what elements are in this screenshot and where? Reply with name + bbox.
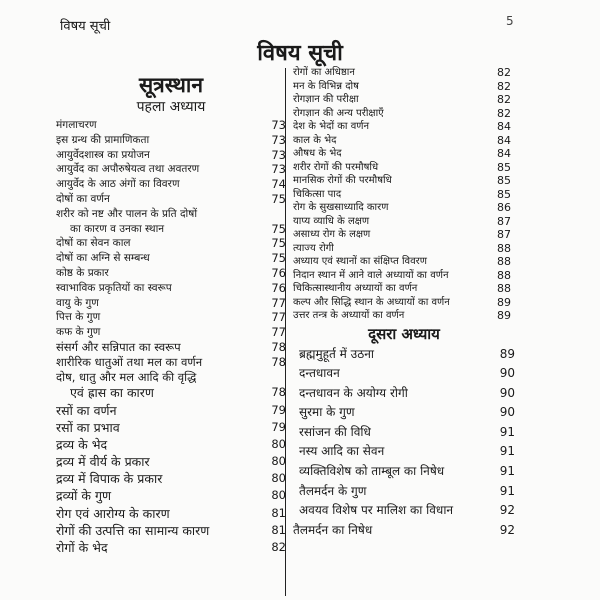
toc-entry-page: 82	[271, 540, 286, 555]
toc-entry-title: अवयव विशेष पर मालिश का विधान	[299, 503, 454, 518]
running-header: विषय सूची	[60, 19, 111, 34]
toc-entry	[293, 161, 515, 175]
toc-entry-page: 86	[497, 201, 511, 214]
toc-entry-title: त्याज्य रोगी	[293, 242, 334, 254]
toc-entry-title: मन के विभिन्न दोष	[293, 80, 359, 92]
toc-entry	[56, 162, 286, 177]
toc-entry-title: पित्त के गुण	[56, 311, 101, 324]
toc-entry-title: द्रव्य में विपाक के प्रकार	[56, 471, 163, 487]
toc-entry-page: 91	[499, 483, 515, 498]
toc-entry	[293, 501, 515, 521]
toc-entry	[293, 80, 515, 94]
right-toc-list-top	[293, 66, 515, 323]
toc-entry-page: 85	[497, 160, 511, 174]
toc-entry-page: 91	[499, 464, 515, 479]
toc-entry	[293, 296, 515, 310]
toc-entry-title: निदान स्थान में आने वाले अध्यायों का वर्णन	[293, 269, 449, 281]
toc-entry	[56, 310, 286, 325]
toc-entry-page: 88	[497, 282, 511, 295]
left-column	[56, 72, 286, 556]
toc-entry	[56, 177, 286, 192]
toc-entry-page: 76	[271, 280, 286, 295]
toc-entry-page: 81	[271, 522, 286, 537]
toc-entry-page: 84	[497, 147, 511, 160]
section-title: सूत्रस्थान	[138, 73, 204, 97]
toc-entry-page: 85	[497, 187, 511, 201]
toc-entry	[293, 107, 515, 121]
toc-entry	[56, 266, 286, 281]
right-toc-list-bottom	[293, 345, 515, 541]
toc-entry-page: 80	[271, 454, 286, 469]
toc-entry-title: रसों का वर्णन	[56, 402, 117, 418]
toc-entry-page: 77	[271, 310, 286, 325]
toc-entry-page: 84	[497, 133, 511, 147]
toc-entry-page: 88	[497, 268, 511, 282]
toc-entry-title: द्रव्य में वीर्य के प्रकार	[56, 454, 150, 470]
toc-entry	[293, 521, 515, 541]
toc-entry-title: दोषों का अग्नि से सम्बन्ध	[56, 252, 150, 265]
toc-entry-title: रोगज्ञान की परीक्षा	[293, 94, 359, 105]
toc-entry-title: द्रव्यों के गुण	[56, 488, 112, 504]
chapter-title-1: पहला अध्याय	[136, 99, 206, 115]
toc-entry	[56, 340, 286, 355]
toc-entry-page: 90	[499, 385, 515, 400]
toc-entry-page: 85	[497, 174, 511, 187]
toc-entry	[293, 364, 515, 384]
toc-entry-title: तैलमर्दन के गुण	[299, 483, 367, 498]
toc-entry-page: 87	[497, 214, 511, 228]
toc-entry	[293, 120, 515, 134]
toc-entry	[293, 93, 515, 107]
toc-entry-page: 73	[271, 147, 286, 162]
toc-entry-title: सुरमा के गुण	[299, 405, 355, 420]
toc-entry-title: मंगलाचरण	[56, 119, 97, 131]
toc-entry-title: रसों का प्रभाव	[56, 419, 120, 435]
toc-entry-page: 82	[497, 93, 511, 106]
toc-entry-page: 89	[497, 295, 511, 309]
toc-entry	[56, 453, 286, 470]
toc-entry-page: 89	[497, 309, 511, 322]
toc-entry	[56, 505, 286, 522]
toc-entry-page: 81	[271, 505, 286, 520]
toc-entry	[293, 174, 515, 188]
toc-entry-page: 89	[499, 346, 515, 361]
toc-entry	[293, 147, 515, 161]
right-column	[293, 66, 515, 540]
toc-entry-title: दन्तधावन	[299, 366, 340, 381]
toc-entry-page: 88	[497, 255, 511, 268]
toc-entry-page: 74	[271, 177, 286, 192]
toc-entry-page: 78	[271, 339, 286, 354]
toc-entry-page: 92	[499, 522, 515, 537]
toc-entry-title: याप्य व्याधि के लक्षण	[293, 215, 370, 227]
toc-entry-title: काल के भेद	[293, 134, 337, 146]
toc-entry-title: दोषों का वर्णन	[56, 192, 110, 205]
toc-entry-title: अध्याय एवं स्थानों का संक्षिप्त विवरण	[293, 256, 427, 267]
toc-entry	[56, 325, 286, 340]
toc-entry	[56, 487, 286, 504]
toc-entry-title: दोष, धातु और मल आदि की वृद्धि	[56, 369, 197, 384]
toc-entry-title: रोगों का अधिष्ठान	[293, 67, 355, 78]
toc-entry	[56, 355, 286, 370]
toc-entry-title: रोगज्ञान की अन्य परीक्षाएँ	[293, 107, 384, 119]
toc-entry	[56, 192, 286, 207]
toc-entry-title: उत्तर तन्त्र के अध्यायों का वर्णन	[293, 310, 405, 321]
toc-entry-page: 90	[499, 405, 515, 420]
toc-entry	[293, 242, 515, 256]
toc-entry-title: कल्प और सिद्धि स्थान के अध्यायों का वर्णन	[293, 296, 450, 308]
toc-entry-page: 84	[497, 120, 511, 133]
toc-entry-page: 80	[271, 471, 286, 486]
toc-entry-title: चिकित्सास्थानीय अध्यायों का वर्णन	[293, 283, 418, 294]
toc-entry	[56, 133, 286, 148]
toc-entry-title: वायु के गुण	[56, 296, 99, 309]
toc-entry-title: संसर्ग और सन्निपात का स्वरूप	[56, 339, 181, 354]
toc-entry-title: का कारण व उनका स्थान	[70, 222, 165, 235]
toc-entry	[293, 442, 515, 462]
toc-entry-title: द्रव्य के भेद	[56, 436, 108, 452]
toc-entry-title: दोषों का सेवन काल	[56, 237, 131, 250]
toc-entry-page: 78	[271, 354, 286, 369]
toc-entry-page: 82	[497, 79, 511, 93]
toc-entry-title: नस्य आदि का सेवन	[299, 444, 385, 459]
toc-entry-title: कोष्ठ के प्रकार	[56, 266, 109, 279]
toc-entry	[56, 436, 286, 453]
toc-entry-page: 75	[271, 191, 286, 206]
toc-entry	[56, 402, 286, 419]
toc-entry-title: आयुर्वेदशास्त्र का प्रयोजन	[56, 148, 150, 161]
toc-entry	[56, 222, 286, 237]
toc-entry-title: तैलमर्दन का निषेध	[293, 522, 373, 537]
toc-entry	[293, 188, 515, 202]
toc-entry-title: कफ के गुण	[56, 326, 101, 339]
toc-entry-page: 75	[271, 236, 286, 251]
toc-entry-title: स्वाभाविक प्रकृतियों का स्वरूप	[56, 281, 172, 294]
toc-entry-page: 80	[271, 436, 286, 451]
toc-entry	[56, 118, 286, 133]
toc-entry	[293, 403, 515, 423]
toc-entry-page: 75	[271, 251, 286, 266]
toc-entry	[293, 255, 515, 269]
toc-entry-title: शरीर रोगों की परमौषधि	[293, 161, 379, 173]
toc-entry-title: चिकित्सा पाद	[293, 188, 342, 200]
chapter-title-2: दूसरा अध्याय	[368, 324, 440, 343]
toc-entry-title: ब्रह्ममुहूर्त में उठना	[299, 346, 374, 361]
toc-entry	[293, 384, 515, 404]
toc-entry	[56, 236, 286, 251]
toc-entry-title: इस ग्रन्थ की प्रामाणिकता	[56, 133, 150, 146]
toc-entry	[56, 539, 286, 556]
toc-entry-title: दन्तधावन के अयोग्य रोगी	[299, 385, 408, 400]
toc-entry-title: मानसिक रोगों की परमौषधि	[293, 175, 392, 186]
toc-entry	[56, 207, 286, 222]
toc-entry-page: 73	[271, 118, 286, 132]
toc-entry	[293, 462, 515, 482]
page-number: 5	[506, 14, 514, 28]
toc-entry-page: 92	[499, 503, 515, 518]
toc-entry	[293, 201, 515, 215]
toc-entry	[293, 269, 515, 283]
toc-entry-page: 82	[497, 66, 511, 79]
toc-entry-page: 91	[499, 424, 515, 439]
page-title: विषय सूची	[257, 41, 343, 66]
toc-entry	[293, 66, 515, 80]
toc-entry	[56, 251, 286, 266]
toc-entry	[293, 282, 515, 296]
toc-entry	[293, 309, 515, 323]
toc-entry-page: 73	[271, 162, 286, 177]
toc-entry	[56, 384, 286, 401]
toc-entry	[293, 482, 515, 502]
toc-entry-title: आयुर्वेद के आठ अंगों का विवरण	[56, 178, 180, 191]
toc-entry	[293, 228, 515, 242]
toc-entry	[293, 134, 515, 148]
toc-entry	[56, 370, 286, 385]
toc-entry-page: 75	[271, 221, 286, 236]
toc-entry	[293, 215, 515, 229]
toc-entry-page: 77	[271, 295, 286, 310]
toc-entry-title: रसांजन की विधि	[299, 424, 371, 439]
toc-entry-page: 77	[271, 325, 286, 340]
toc-entry-page: 88	[497, 241, 511, 255]
toc-entry-title: असाध्य रोग के लक्षण	[293, 229, 371, 240]
toc-entry-title: औषध के भेद	[293, 148, 342, 159]
toc-entry-page: 91	[499, 444, 515, 459]
toc-entry-title: रोग एवं आरोग्य के कारण	[56, 505, 170, 521]
toc-entry-page: 87	[497, 228, 511, 241]
toc-entry-title: रोगों की उत्पत्ति का सामान्य कारण	[56, 522, 210, 538]
toc-entry	[293, 345, 515, 365]
toc-entry	[56, 296, 286, 311]
toc-entry-title: रोगों के भेद	[56, 540, 108, 556]
toc-entry	[56, 419, 286, 436]
toc-entry-page: 78	[271, 385, 286, 400]
toc-entry	[293, 423, 515, 443]
left-toc-list	[56, 118, 286, 556]
toc-entry-page: 90	[499, 366, 515, 381]
toc-entry-title: आयुर्वेद का अपौरुषेयत्व तथा अवतरण	[56, 163, 200, 176]
toc-entry-title: एवं ह्रास का कारण	[70, 385, 154, 401]
toc-entry-page: 80	[271, 488, 286, 503]
toc-entry	[56, 281, 286, 296]
toc-entry-page: 76	[271, 265, 286, 280]
toc-entry	[56, 148, 286, 163]
toc-entry-title: रोग के सुखसाध्यादि कारण	[293, 202, 389, 213]
toc-entry-title: देश के भेदों का वर्णन	[293, 121, 370, 132]
toc-entry-page: 79	[271, 419, 286, 434]
toc-entry-title: शारीरिक धातुओं तथा मल का वर्णन	[56, 354, 203, 369]
toc-entry-title: शरीर को नष्ट और पालन के प्रति दोषों	[56, 207, 198, 220]
toc-entry	[56, 522, 286, 539]
toc-entry-title: व्यक्तिविशेष को ताम्बूल का निषेध	[299, 464, 445, 479]
toc-entry-page: 82	[497, 106, 511, 120]
toc-entry-page: 73	[271, 132, 286, 147]
toc-entry-page: 79	[271, 402, 286, 417]
toc-entry	[56, 470, 286, 487]
